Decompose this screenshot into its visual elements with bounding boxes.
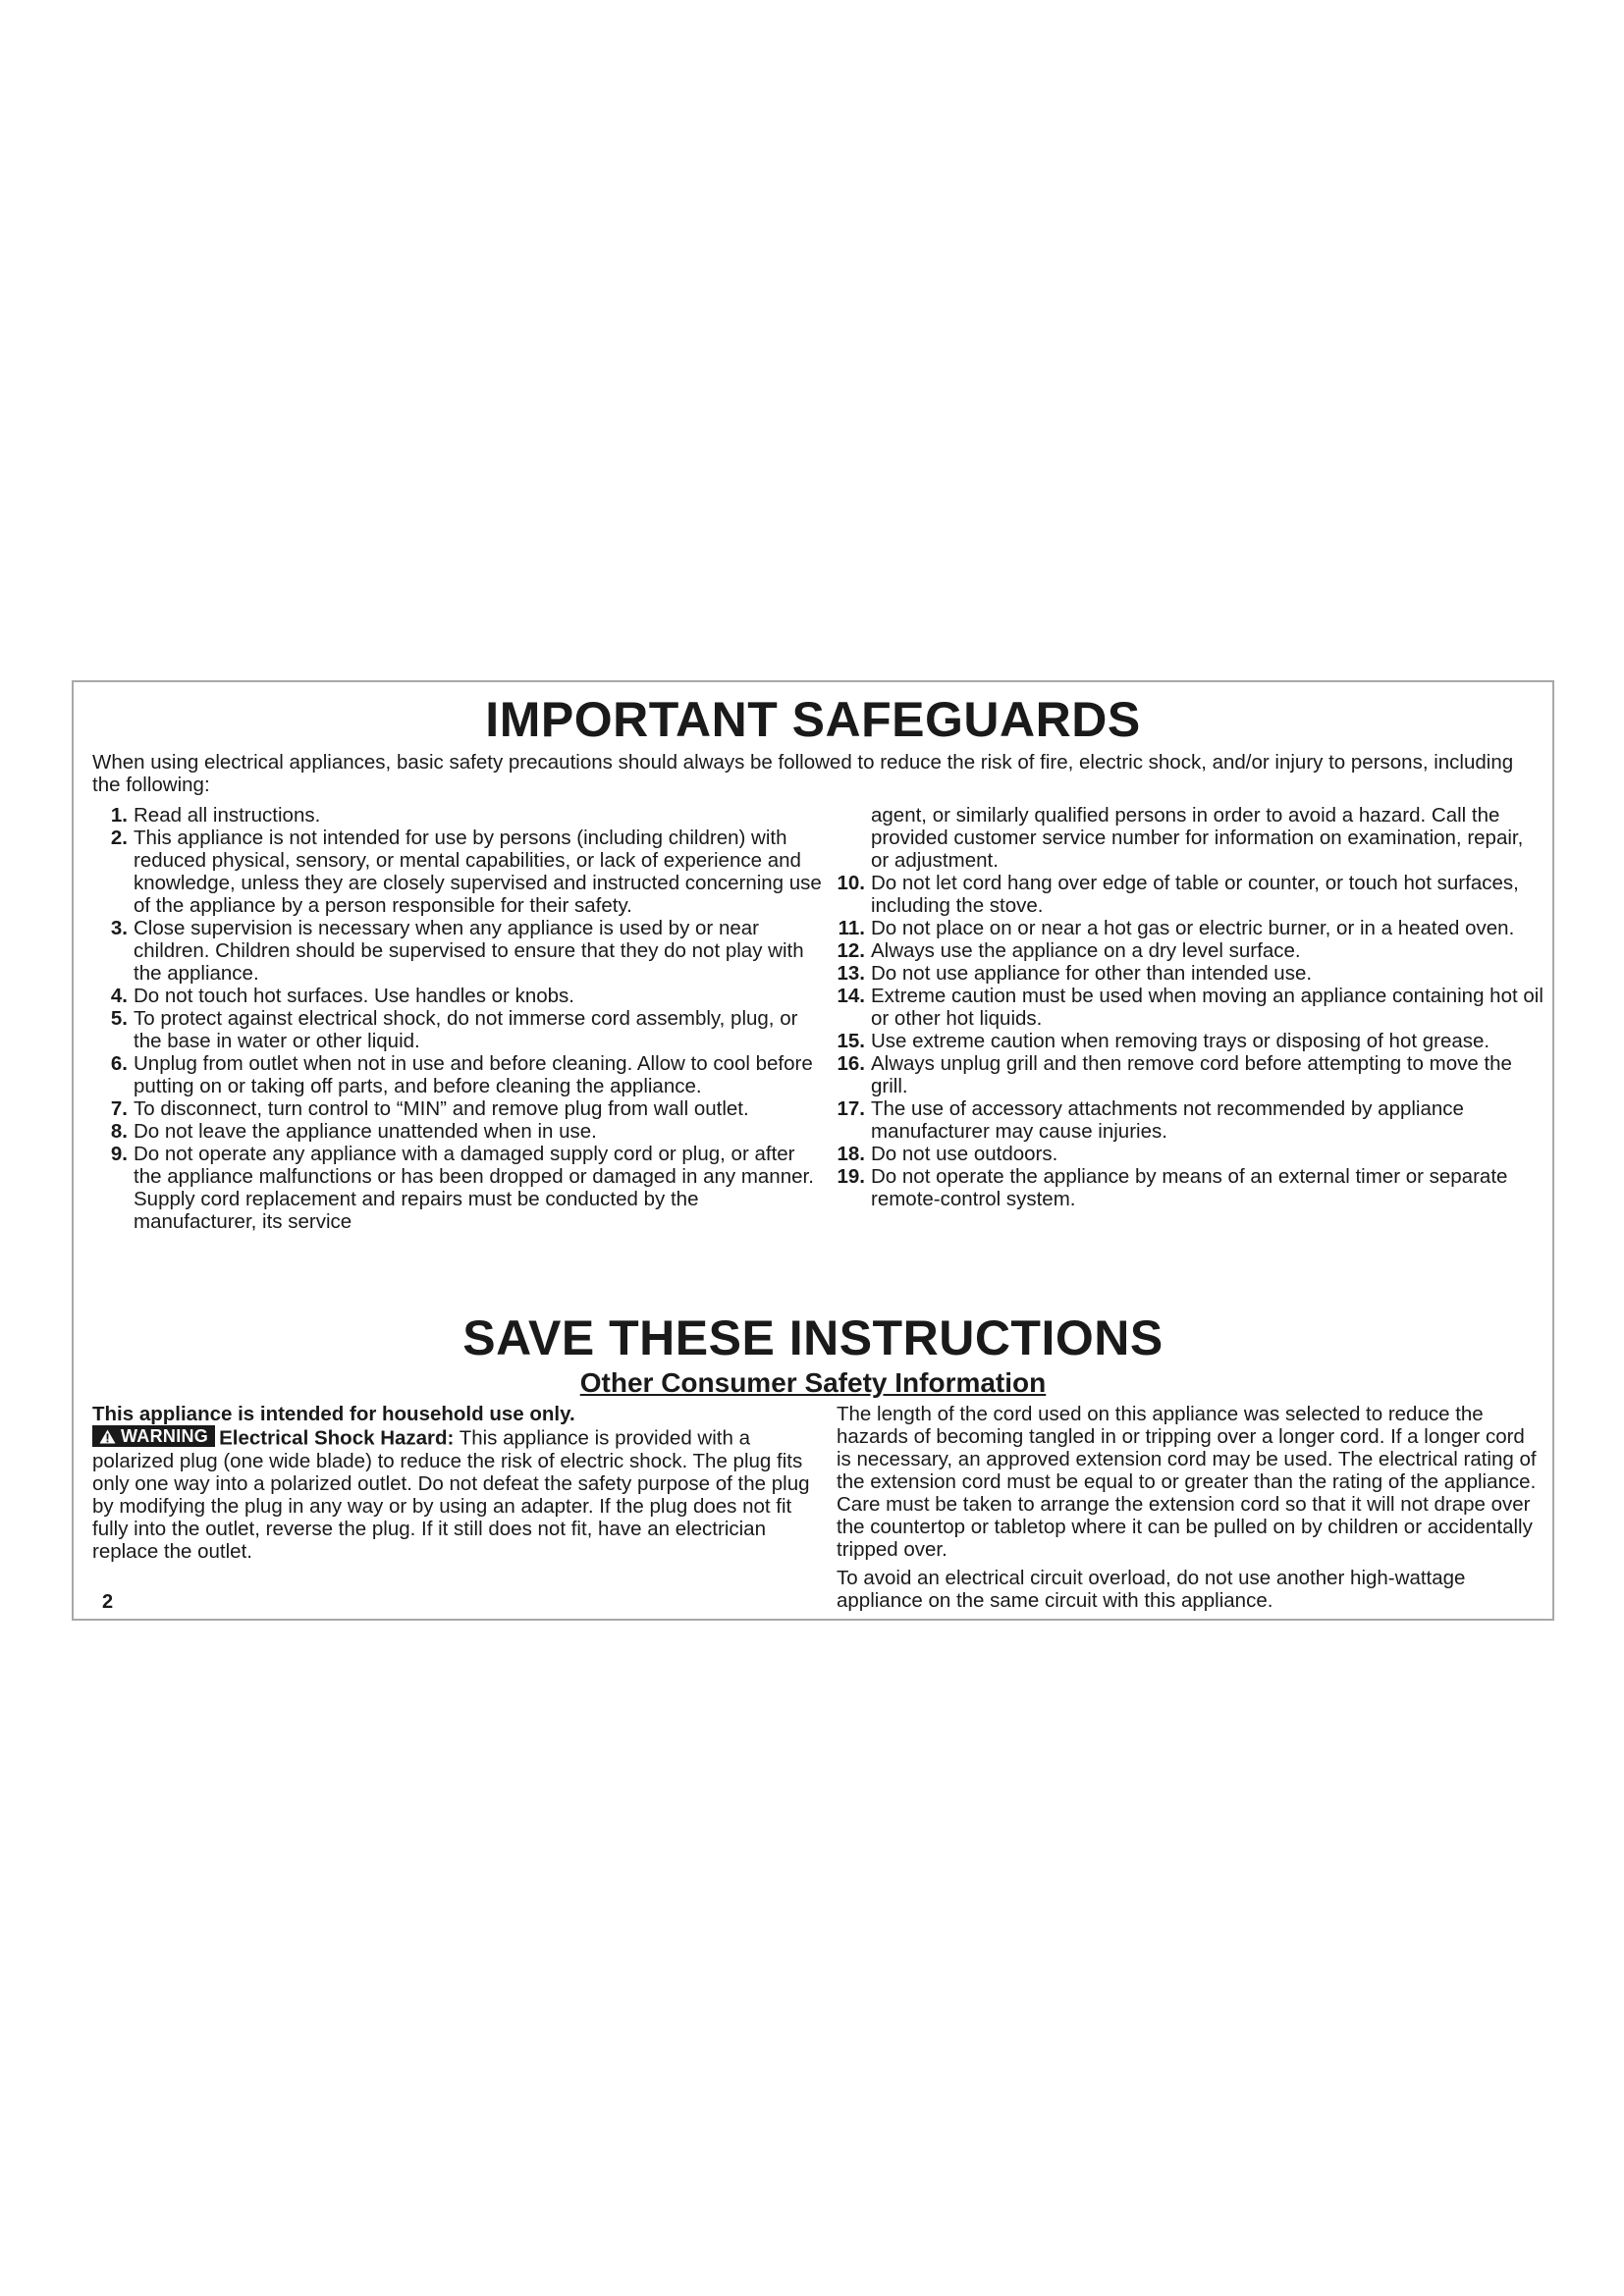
- page-title: IMPORTANT SAFEGUARDS: [485, 692, 1141, 747]
- item-text: Do not operate the appliance by means of an external timer or separate remote-control system.: [871, 1165, 1508, 1210]
- item-text: Unplug from outlet when not in use and before cleaning. Allow to cool before putting on or taking off parts, and before cleaning the appliance.: [134, 1052, 813, 1097]
- list-item: [92, 1143, 824, 1233]
- page-number: 2: [102, 1591, 114, 1613]
- list-item: [830, 1030, 1546, 1052]
- list-item: [830, 985, 1546, 1030]
- bottom-left-block: [92, 1403, 824, 1563]
- item-number: 3.: [110, 917, 128, 939]
- item-number: 11.: [838, 917, 865, 939]
- item-number: 8.: [110, 1120, 128, 1143]
- item-number: 5.: [110, 1007, 128, 1030]
- right-column: [830, 804, 1546, 1210]
- save-instructions-heading: SAVE THESE INSTRUCTIONS: [462, 1310, 1164, 1365]
- item-number: 10.: [837, 872, 865, 894]
- item-text: Always use the appliance on a dry level surface.: [871, 939, 1301, 962]
- item-number: 7.: [110, 1097, 128, 1120]
- warning-triangle-icon: [99, 1429, 116, 1444]
- item-text: To disconnect, turn control to “MIN” and remove plug from wall outlet.: [134, 1097, 749, 1120]
- item-number: 19.: [837, 1165, 865, 1188]
- list-item: [830, 962, 1546, 985]
- item-number: 4.: [110, 985, 128, 1007]
- warning-paragraph: [92, 1425, 824, 1563]
- hazard-label: Electrical Shock Hazard:: [219, 1426, 455, 1450]
- warning-badge-label: WARNING: [121, 1426, 209, 1446]
- household-notice: This appliance is intended for household use only.: [92, 1403, 575, 1425]
- item-number: 9.: [110, 1143, 128, 1165]
- intro-text: When using electrical appliances, basic safety precautions should always be followed to reduce the risk of fire, electric shock, and/or injury to persons, including the following:: [92, 751, 1514, 796]
- item-number: 13.: [837, 962, 865, 985]
- safeguards-panel: [72, 680, 1554, 1621]
- list-item: [830, 917, 1546, 939]
- list-item: [92, 804, 824, 827]
- item-text: Do not leave the appliance unattended when in use.: [134, 1120, 597, 1143]
- item-number: 1.: [110, 804, 128, 827]
- warning-badge: [92, 1425, 215, 1447]
- overload-paragraph: To avoid an electrical circuit overload, do not use another high-wattage appliance on the same circuit with this appliance.: [837, 1567, 1466, 1612]
- warning-text: This appliance is provided with a polarized plug (one wide blade) to reduce the risk of electric shock. The plug fits only one way into a polarized outlet. Do not defeat the safety purpose of the plug by modifying the plug in any way or by using an adapter. If the plug does not fit fully into the outlet, reverse the plug. If it still does not fit, have an electrician replace the outlet.: [92, 1426, 810, 1563]
- item-text: This appliance is not intended for use by persons (including children) with reduced physical, sensory, or mental capabilities, or lack of experience and knowledge, unless they are closely supervised and instructed concerning use of the appliance by a person responsible for their safety.: [134, 827, 822, 917]
- item-text: Read all instructions.: [134, 804, 321, 827]
- list-item: [92, 827, 824, 917]
- list-item: [830, 1052, 1546, 1097]
- list-item: [92, 985, 824, 1007]
- item-text: The use of accessory attachments not recommended by appliance manufacturer may cause injuries.: [871, 1097, 1464, 1143]
- list-item: [830, 872, 1546, 917]
- item-text: To protect against electrical shock, do not immerse cord assembly, plug, or the base in water or other liquid.: [134, 1007, 798, 1052]
- item-text: Use extreme caution when removing trays or disposing of hot grease.: [871, 1030, 1490, 1052]
- other-safety-subheading: Other Consumer Safety Information: [579, 1367, 1047, 1398]
- item-text: Close supervision is necessary when any appliance is used by or near children. Children should be supervised to ensure that they do not play with the appliance.: [134, 917, 804, 985]
- item-number: 12.: [837, 939, 865, 962]
- list-item: [92, 1120, 824, 1143]
- item-text: Do not use appliance for other than intended use.: [871, 962, 1313, 985]
- list-item: [92, 1052, 824, 1097]
- list-item: [92, 1007, 824, 1052]
- list-item: [92, 1097, 824, 1120]
- item-number: 15.: [837, 1030, 865, 1052]
- item-number: 17.: [837, 1097, 865, 1120]
- item-text: Do not let cord hang over edge of table or counter, or touch hot surfaces, including the stove.: [871, 872, 1519, 917]
- item-text: Do not use outdoors.: [871, 1143, 1058, 1165]
- item-text: Do not operate any appliance with a damaged supply cord or plug, or after the appliance malfunctions or has been dropped or damaged in any manner. Supply cord replacement and repairs must be conducted by the manufacturer, its service: [134, 1143, 814, 1233]
- list-item: [830, 1097, 1546, 1143]
- list-item: [830, 1165, 1546, 1210]
- item-9-continued: agent, or similarly qualified persons in order to avoid a hazard. Call the provided customer service number for information on examination, repair, or adjustment.: [871, 804, 1524, 872]
- cord-paragraph: The length of the cord used on this appliance was selected to reduce the hazards of becoming tangled in or tripping over a longer cord. If a longer cord is necessary, an approved extension cord may be used. The electrical rating of the extension cord must be equal to or greater than the rating of the appliance. Care must be taken to arrange the extension cord so that it will not drape over the countertop or tabletop where it can be pulled on by children or accidentally tripped over.: [837, 1403, 1537, 1561]
- bottom-right-block: [837, 1403, 1543, 1618]
- item-text: Do not place on or near a hot gas or electric burner, or in a heated oven.: [871, 917, 1515, 939]
- item-number: 14.: [837, 985, 865, 1007]
- item-number: 16.: [837, 1052, 865, 1075]
- item-text: Always unplug grill and then remove cord before attempting to move the grill.: [871, 1052, 1512, 1097]
- list-item: [92, 917, 824, 985]
- item-text: Do not touch hot surfaces. Use handles or knobs.: [134, 985, 574, 1007]
- left-column: [92, 804, 824, 1233]
- item-number: 2.: [110, 827, 128, 849]
- item-number: 6.: [110, 1052, 128, 1075]
- item-text: Extreme caution must be used when moving an appliance containing hot oil or other hot liquids.: [871, 985, 1543, 1030]
- item-number: 18.: [837, 1143, 865, 1165]
- list-item: [830, 1143, 1546, 1165]
- list-item: [830, 939, 1546, 962]
